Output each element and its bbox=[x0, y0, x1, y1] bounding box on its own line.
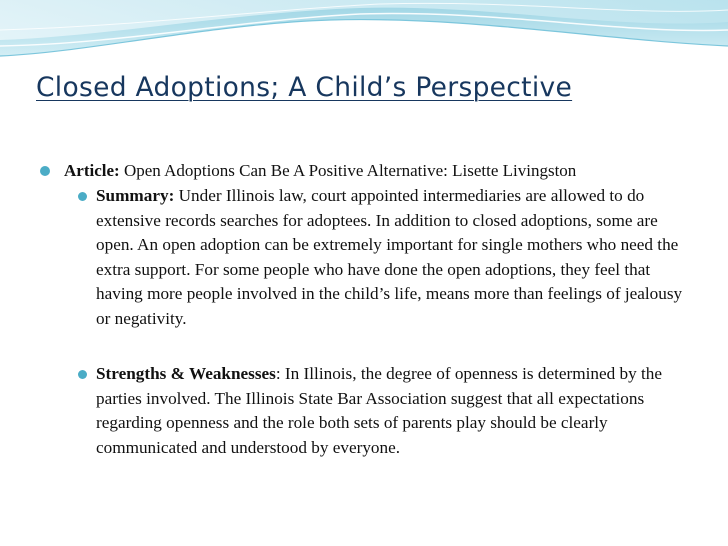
header-wave-decoration bbox=[0, 0, 728, 70]
sub-bullet-strengths-weaknesses bbox=[78, 362, 693, 460]
bullet-body: Open Adoptions Can Be A Positive Alternative: Lisette Livingston bbox=[119, 161, 577, 180]
bullet-text bbox=[78, 362, 693, 460]
bullet-text bbox=[78, 184, 693, 331]
bullet-marker-icon bbox=[78, 192, 87, 201]
bullet-marker-icon bbox=[40, 166, 50, 176]
bullet-body: Under Illinois law, court appointed intermediaries are allowed to do extensive records searches for adoptees. In addition to closed adoptions, some are open. An open adoption can be extremely important for single mothers who need the extra support. For some people who have done the open adoptions, they feel that having more people involved in the child’s life, means more than feelings of jealousy or negativity. bbox=[96, 186, 683, 328]
bullet-marker-icon bbox=[78, 370, 87, 379]
bullet-label: Strengths & Weaknesses bbox=[96, 364, 276, 383]
bullet-label: Summary: bbox=[96, 186, 175, 205]
bullet-text bbox=[40, 159, 710, 183]
sub-bullet-summary bbox=[78, 184, 693, 331]
bullet-body: : In Illinois, the degree of openness is determined by the parties involved. The Illinois State Bar Association suggest that all expectations regarding openness and the role both sets of parents play should be clearly communicated and understood by everyone. bbox=[96, 364, 662, 457]
slide-title: Closed Adoptions; A Child’s Perspective bbox=[36, 72, 573, 103]
bullet-article bbox=[40, 159, 710, 183]
bullet-label: Article: bbox=[64, 161, 120, 180]
